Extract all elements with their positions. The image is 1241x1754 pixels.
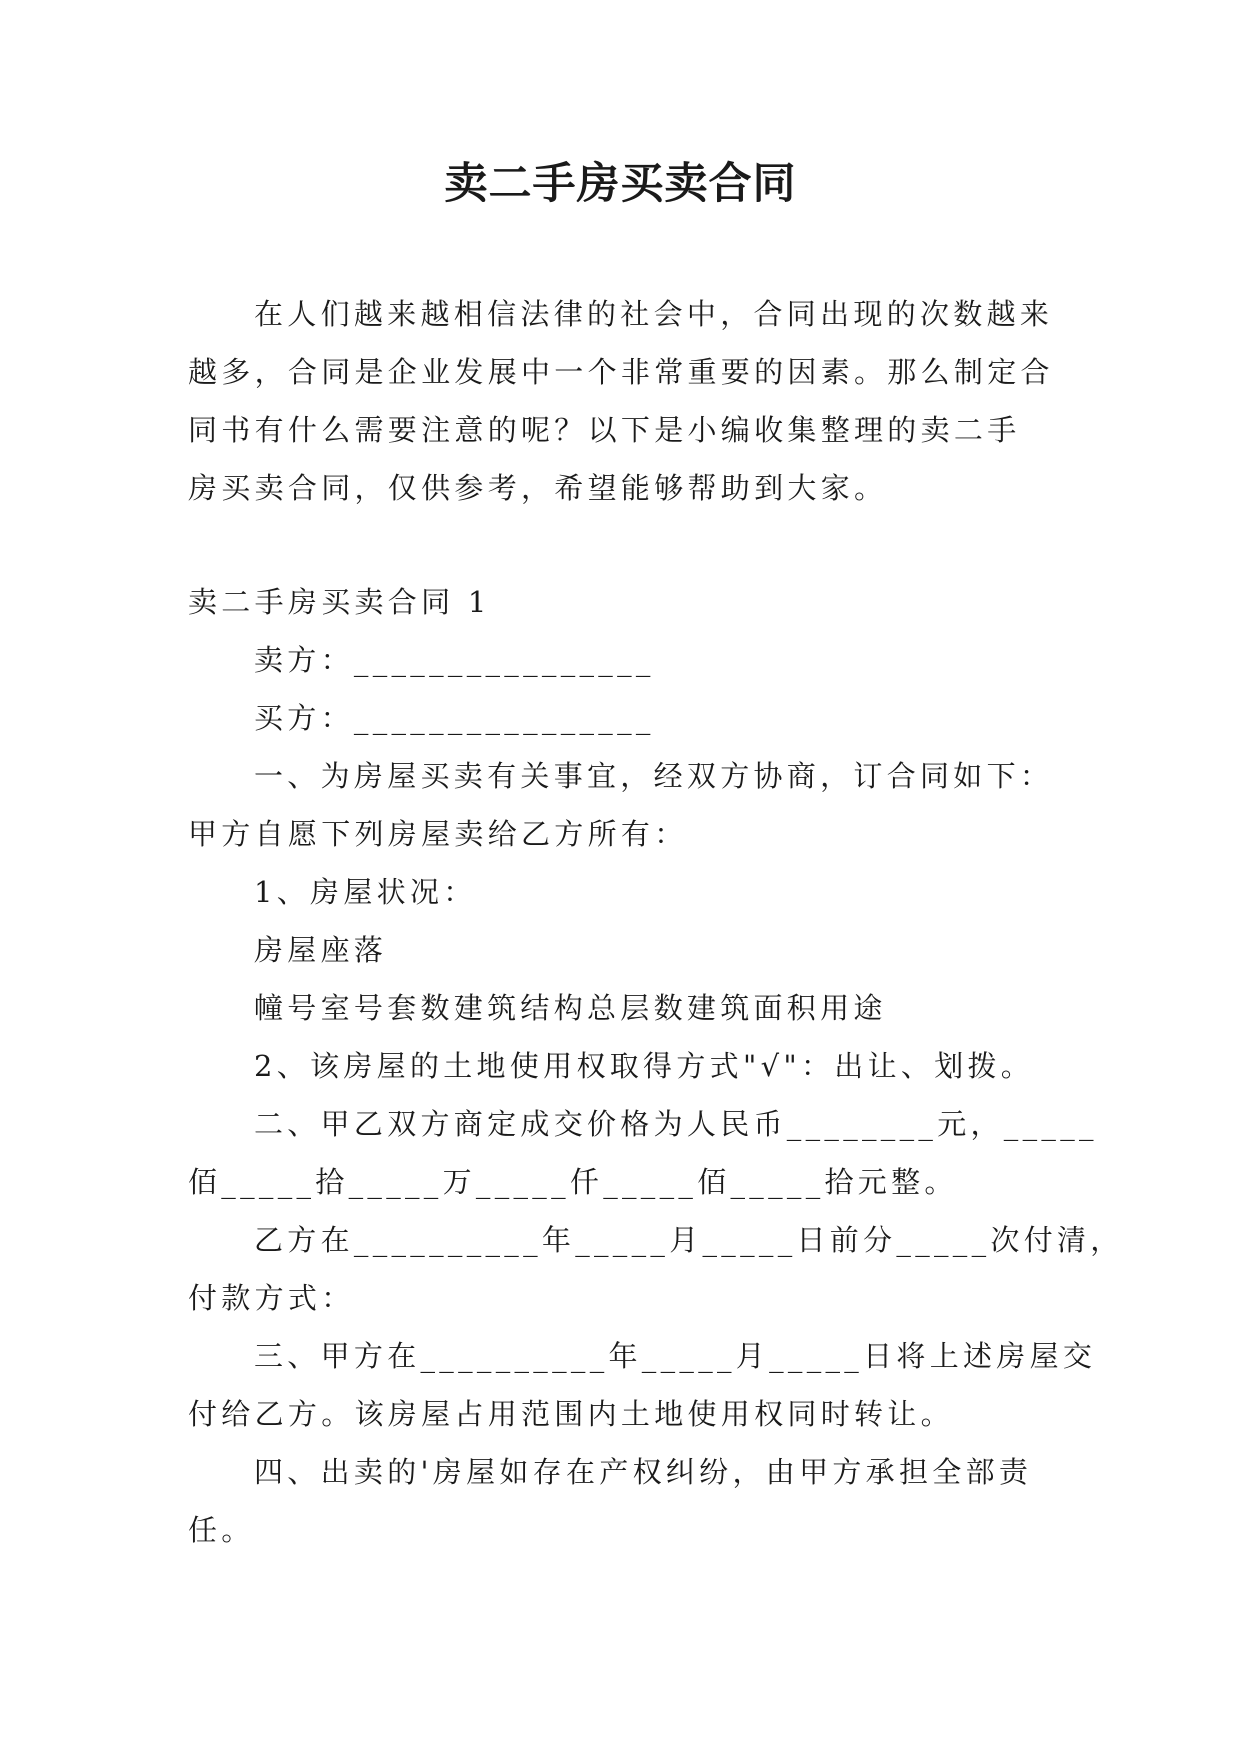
clause-4-line: 四、出卖的'房屋如存在产权纠纷，由甲方承担全部责 — [254, 1455, 1033, 1489]
buyer-line: 买方：________________ — [254, 701, 655, 735]
seller-line: 卖方：________________ — [254, 643, 655, 677]
clause-1-line: 甲方自愿下列房屋卖给乙方所有： — [188, 817, 688, 851]
document-title: 卖二手房买卖合同 — [444, 159, 797, 209]
item-2: 2、该房屋的土地使用权取得方式"√"：出让、划拨。 — [254, 1049, 1035, 1083]
clause-4-line: 任。 — [188, 1513, 255, 1547]
item-1: 1、房屋状况： — [254, 875, 477, 909]
intro-line: 在人们越来越相信法律的社会中，合同出现的次数越来 — [254, 297, 1054, 331]
clause-3-line: 付给乙方。该房屋占用范围内土地使用权同时转让。 — [188, 1397, 954, 1431]
intro-line: 同书有什么需要注意的呢？以下是小编收集整理的卖二手 — [188, 413, 1021, 447]
payment-line: 乙方在__________年_____月_____日前分_____次付清， — [254, 1223, 1124, 1257]
house-fields: 幢号室号套数建筑结构总层数建筑面积用途 — [254, 991, 887, 1025]
clause-3-line: 三、甲方在__________年_____月_____日将上述房屋交 — [254, 1339, 1097, 1373]
intro-paragraph — [188, 285, 1058, 517]
contract-body — [188, 573, 1124, 1559]
clause-2-line: 二、甲乙双方商定成交价格为人民币________元，_____ — [254, 1107, 1098, 1141]
clause-2-line: 佰_____拾_____万_____仟_____佰_____拾元整。 — [188, 1165, 958, 1199]
clause-1-line: 一、为房屋买卖有关事宜，经双方协商，订合同如下： — [254, 759, 1054, 793]
house-location: 房屋座落 — [254, 933, 388, 967]
intro-line: 越多，合同是企业发展中一个非常重要的因素。那么制定合 — [188, 355, 1054, 389]
payment-line: 付款方式： — [188, 1281, 355, 1315]
contract-heading: 卖二手房买卖合同 1 — [188, 585, 491, 619]
intro-line: 房买卖合同，仅供参考，希望能够帮助到大家。 — [188, 471, 888, 505]
